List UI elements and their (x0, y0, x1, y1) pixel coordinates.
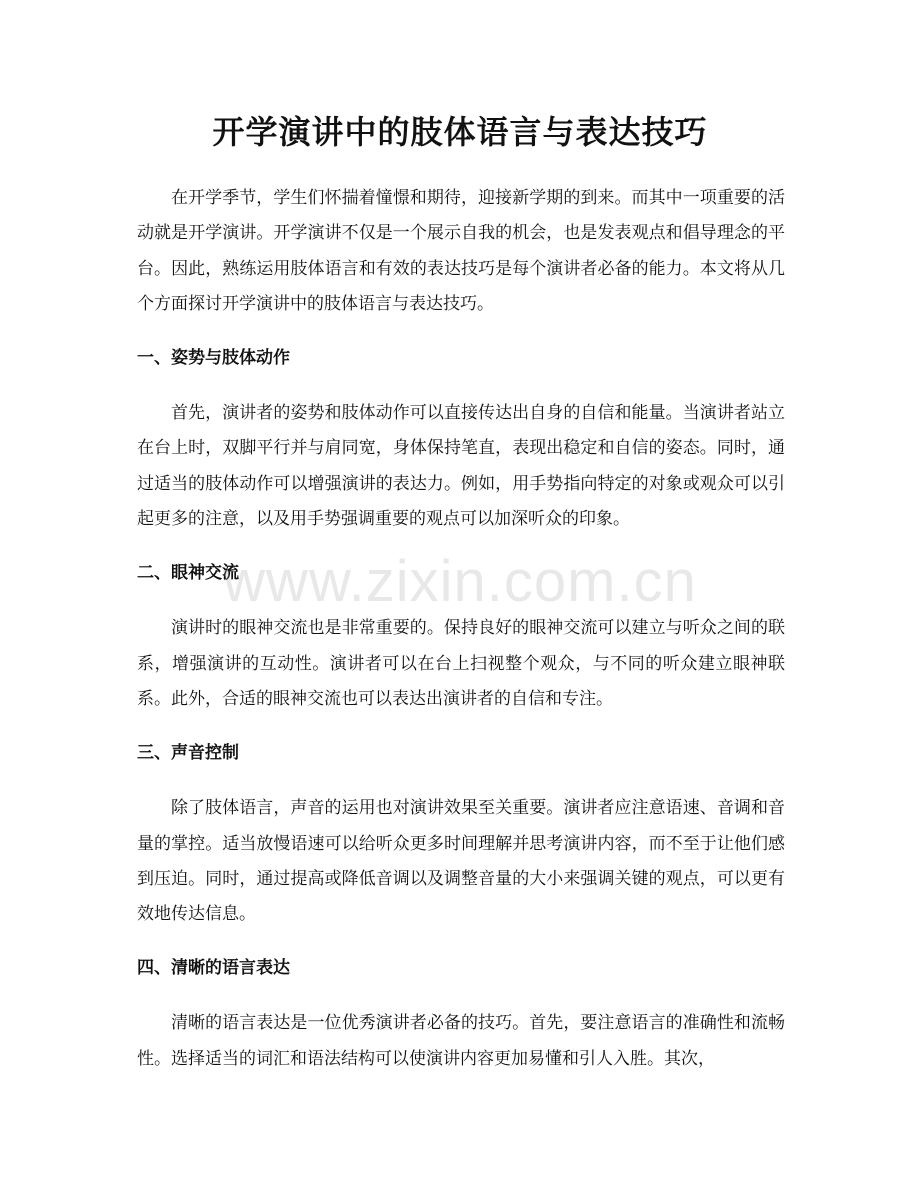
section-heading-voice: 三、声音控制 (137, 743, 239, 764)
document-title: 开学演讲中的肢体语言与表达技巧 (212, 113, 708, 151)
section-heading-posture: 一、姿势与肢体动作 (137, 348, 290, 369)
watermark: www.zixin.com.cn (223, 549, 697, 614)
section-body-eye-contact: 演讲时的眼神交流也是非常重要的。保持良好的眼神交流可以建立与听众之间的联系，增强演讲的互动性。演讲者可以在台上扫视整个观众，与不同的听众建立眼神联系。此外，合适的眼神交流也可以表达出演讲者的自信和专注。 (137, 618, 785, 709)
section-body-voice: 除了肢体语言，声音的运用也对演讲效果至关重要。演讲者应注意语速、音调和音量的掌控。适当放慢语速可以给听众更多时间理解并思考演讲内容，而不至于让他们感到压迫。同时，通过提高或降低音调以及调整音量的大小来强调关键的观点，可以更有效地传达信息。 (137, 798, 785, 925)
section-body-posture: 首先，演讲者的姿势和肢体动作可以直接传达出自身的自信和能量。当演讲者站立在台上时，双脚平行并与肩同宽，身体保持笔直，表现出稳定和自信的姿态。同时，通过适当的肢体动作可以增强演讲的表达力。例如，用手势指向特定的对象或观众可以引起更多的注意，以及用手势强调重要的观点可以加深听众的印象。 (137, 403, 785, 530)
section-heading-eye-contact: 二、眼神交流 (137, 563, 239, 584)
document-body (137, 181, 785, 1098)
intro-paragraph: 在开学季节，学生们怀揣着憧憬和期待，迎接新学期的到来。而其中一项重要的活动就是开学演讲。开学演讲不仅是一个展示自我的机会，也是发表观点和倡导理念的平台。因此，熟练运用肢体语言和有效的表达技巧是每个演讲者必备的能力。本文将从几个方面探讨开学演讲中的肢体语言与表达技巧。 (137, 188, 785, 314)
section-body-clarity: 清晰的语言表达是一位优秀演讲者必备的技巧。首先，要注意语言的准确性和流畅性。选择适当的词汇和语法结构可以使演讲内容更加易懂和引人入胜。其次， (137, 1013, 785, 1069)
section-heading-clarity: 四、清晰的语言表达 (137, 958, 290, 979)
